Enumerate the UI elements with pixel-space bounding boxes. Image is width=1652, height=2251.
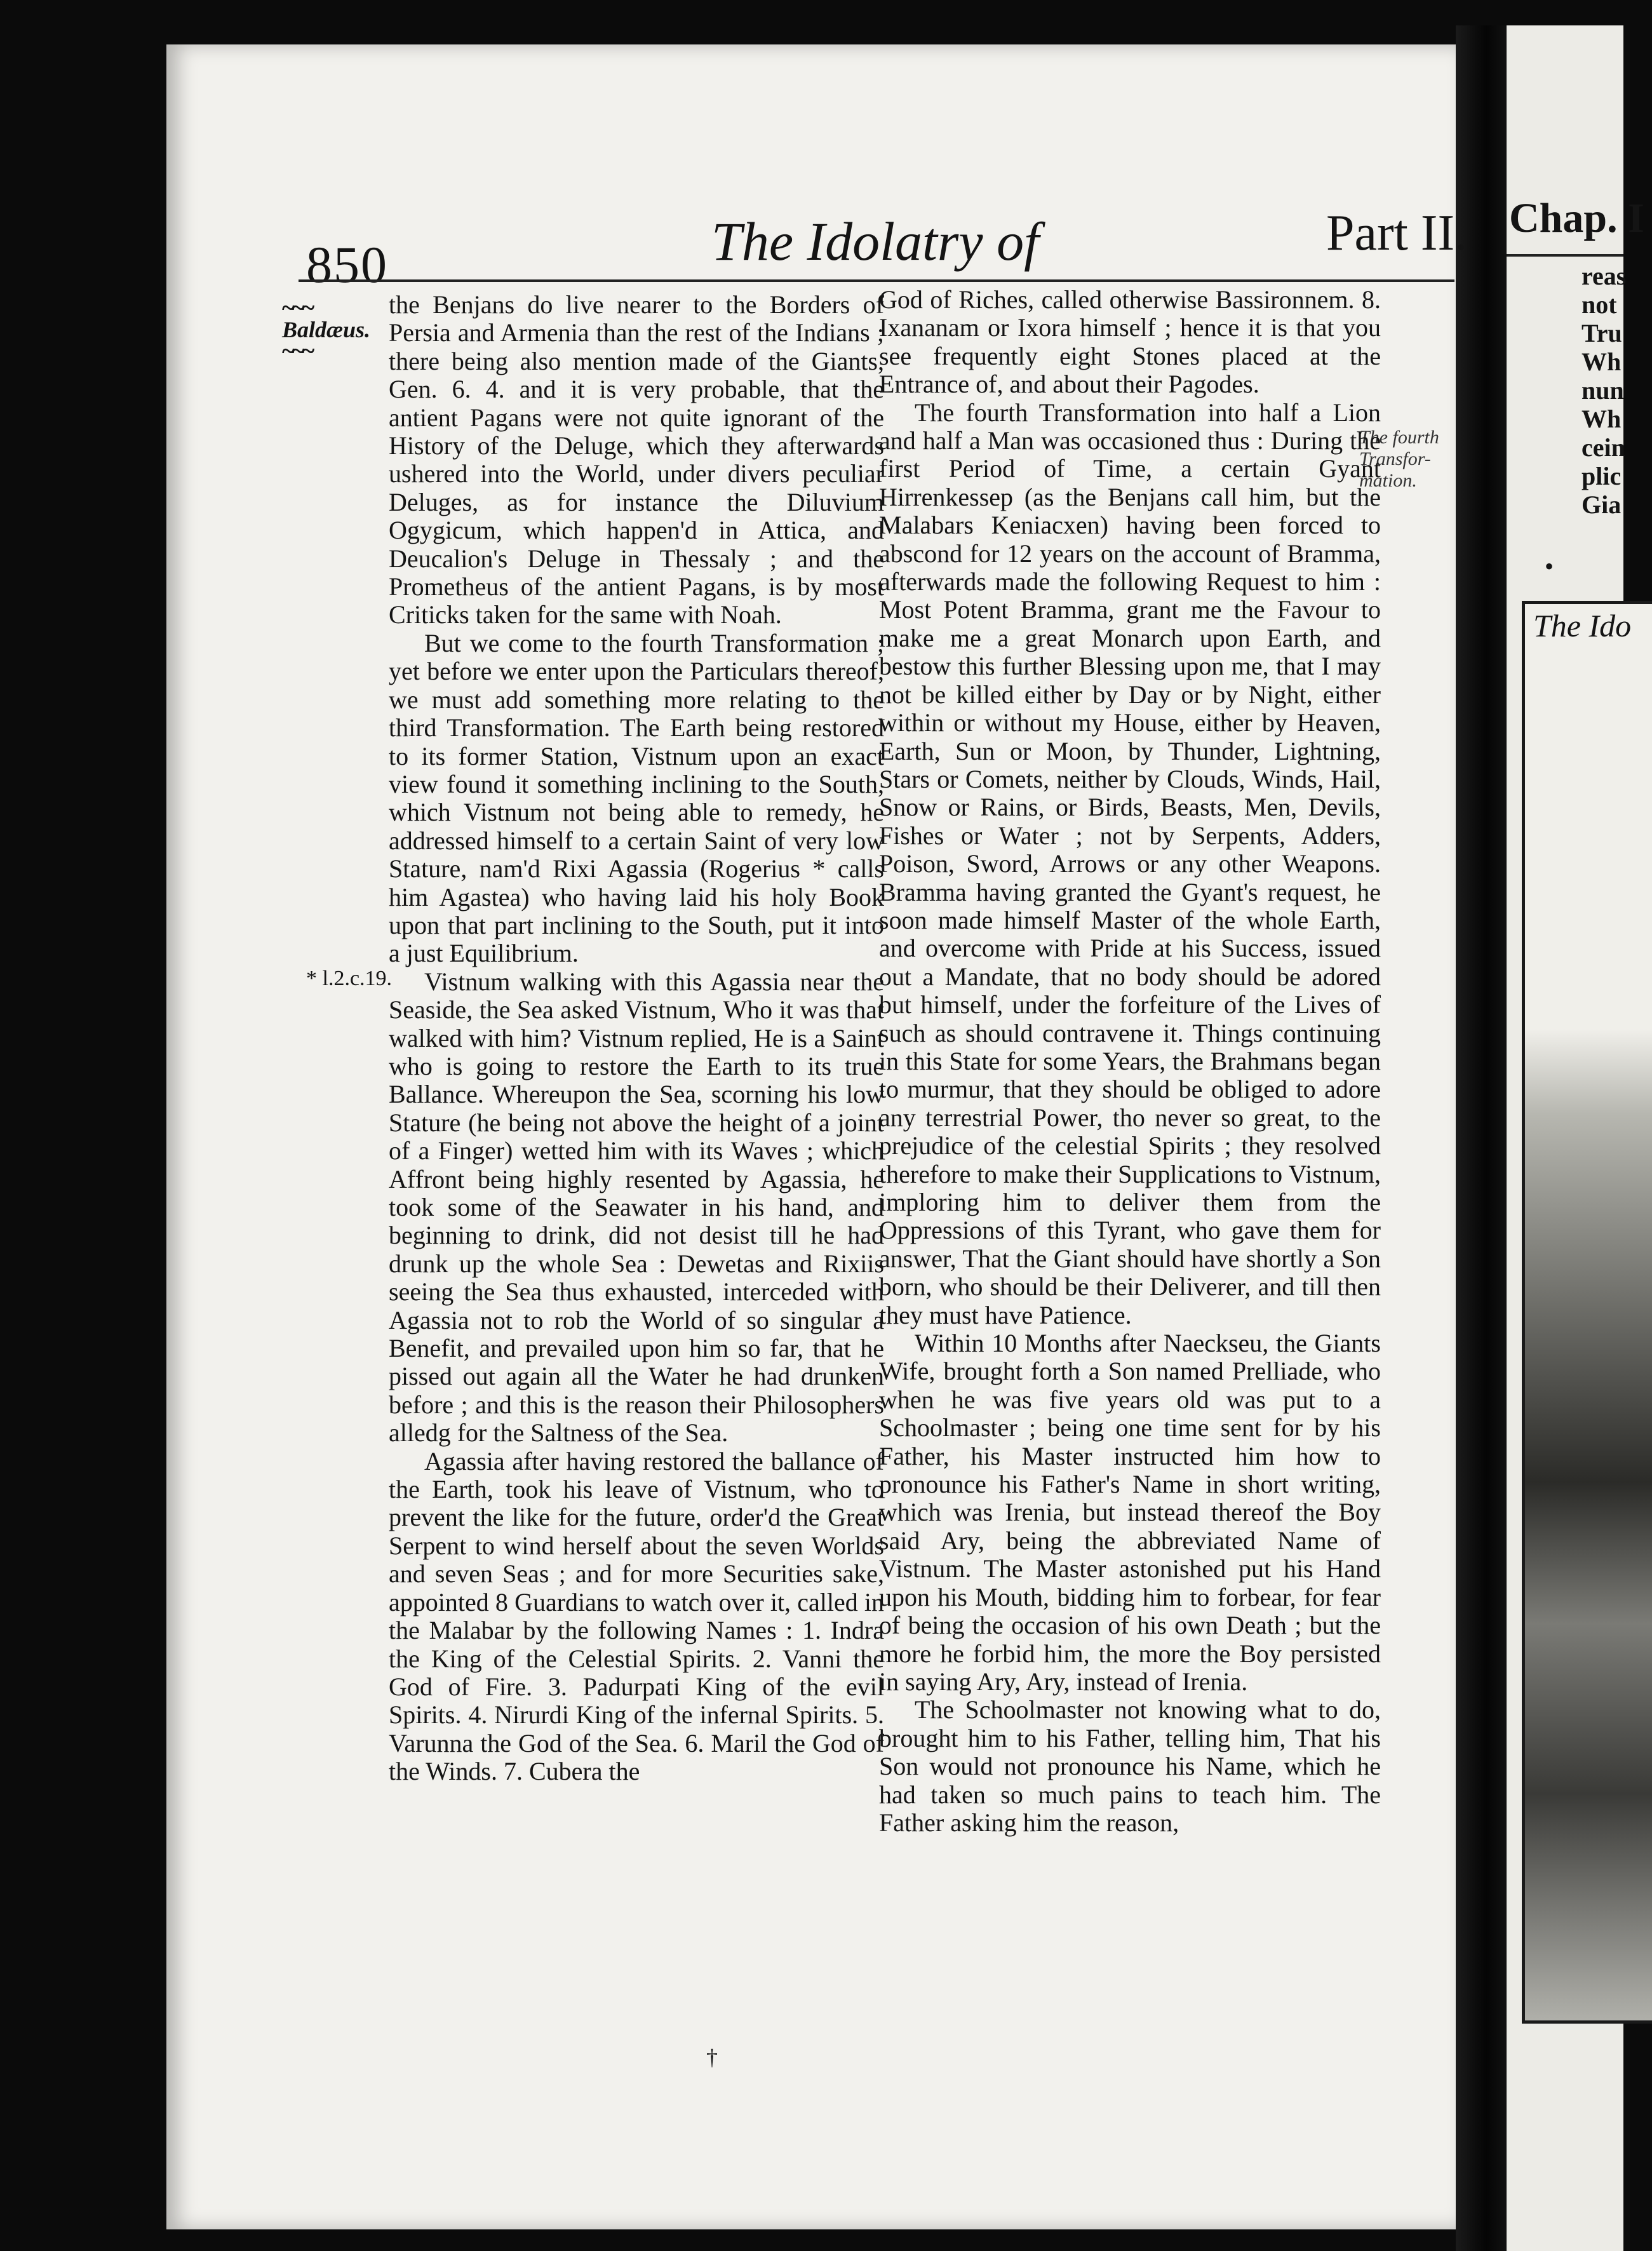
margin-reference: * l.2.c.19. xyxy=(306,967,393,990)
bullet-ornament: • xyxy=(1545,552,1554,581)
paragraph: Agassia after having restored the ballance of the Earth, took his leave of Vistnum, who to prevent the like for the future, order'd the Great Serpent to wind herself about the seven Worlds and seven Seas ; and for more Securities sake, appointed 8 Guardians to watch over it, called in the Malabar by the following Names : 1. Indra the King of the Celestial Spirits. 2. Vanni the God of Fire. 3. Padurpati King of the evil Spirits. 4. Nirurdi King of the infernal Spirits. 5. Varunna the God of the Sea. 6. Maril the God of the Winds. 7. Cubera the xyxy=(389,1446,884,1786)
book-gutter xyxy=(1456,25,1507,2251)
text-fragment: Wh xyxy=(1581,347,1622,376)
flourish-ornament: ~~~ xyxy=(282,295,312,321)
text-fragment: reas xyxy=(1581,262,1627,290)
text-fragment: cein xyxy=(1581,433,1625,462)
text-fragment: nun xyxy=(1581,376,1624,405)
margin-line: The fourth xyxy=(1359,427,1439,448)
right-column xyxy=(879,286,1381,1837)
paragraph: Within 10 Months after Naeckseu, the Giants Wife, brought forth a Son named Prelliade, who when he was five years old was put to a Schoolmaster ; being one time sent for by his Father, his Master instructed him how to pronounce his Father's Name in short writing, which was Irenia, but instead thereof the Boy said Ary, being the abbreviated Name of Vistnum. The Master astonished put his Hand upon his Mouth, bidding him to forbear, for fear of being the occasion of his own Death ; but the more he forbid him, the more the Boy persisted in saying Ary, Ary, instead of Irenia. xyxy=(879,1329,1381,1696)
margin-note-text: Baldæus. xyxy=(282,317,371,342)
facing-page-text-fragments xyxy=(1581,262,1626,519)
paragraph: God of Riches, called otherwise Bassironnem. 8. Ixananam or Ixora himself ; hence it is that you see frequently eight Stones placed at the Entrance of, and about their Pagodes. xyxy=(879,285,1381,399)
text-fragment: not xyxy=(1581,290,1617,319)
text-fragment: Wh xyxy=(1581,405,1622,433)
text-fragment: plic xyxy=(1581,462,1622,490)
part-label: Part II. xyxy=(1326,205,1468,261)
left-column xyxy=(389,291,884,1786)
plate-caption: The Ido xyxy=(1533,608,1632,643)
paragraph: But we come to the fourth Transformation ; yet before we enter upon the Particulars thereof, we must add something more relating to the third Transformation. The Earth being restored to its former Station, Vistnum upon an exact view found it something inclining to the South, which Vistnum not being able to remedy, he addressed himself to a certain Saint of very low Stature, nam'd Rixi Agassia (Rogerius * calls him Agastea) who having laid his holy Book upon that part inclining to the South, put it into a just Equilibrium. xyxy=(389,628,884,968)
margin-note-baldaeus xyxy=(282,295,371,365)
margin-line: mation. xyxy=(1359,470,1417,491)
paragraph: the Benjans do live nearer to the Borders of Persia and Armenia than the rest of the Indians ; there being also mention made of the Giants, Gen. 6. 4. and it is very probable, that the antient Pagans were not quite ignorant of the History of the Deluge, which they afterwards ushered into the World, under divers peculiar Deluges, as for instance the Diluvium Ogygicum, which happen'd in Attica, and Deucalion's Deluge in Thessaly ; and the Prometheus of the antient Pagans, is by most Criticks taken for the same with Noah. xyxy=(389,290,884,629)
facing-page-heading: Chap. I xyxy=(1509,195,1644,241)
paragraph: Vistnum walking with this Agassia near the Seaside, the Sea asked Vistnum, Who it was that walked with him? Vistnum replied, He is a Saint who is going to restore the Earth to its true Ballance. Whereupon the Sea, scorning his low Stature (he being not above the height of a joint of a Finger) wetted him with its Waves ; which Affront being highly resented by Agassia, he took some of the Seawater in his hand, and beginning to drink, did not desist till he had drunk up the whole Sea : Dewetas and Rixiis seeing the Sea thus exhausted, interceded with Agassia not to rob the World of so singular a Benefit, and prevailed upon him so far, that he pissed out again all the Water he had drunken before ; and this is the reason their Philosophers alledg for the Saltness of the Sea. xyxy=(389,967,884,1448)
header-rule xyxy=(299,279,1454,282)
flourish-ornament: ~~~ xyxy=(282,338,312,365)
page-number: 850 xyxy=(306,236,388,293)
text-fragment: Tru xyxy=(1581,319,1622,347)
paragraph: The Schoolmaster not knowing what to do, brought him to his Father, telling him, That his Son would not pronounce his Name, which he had taken so much pains to teach him. The Father asking him the reason, xyxy=(879,1695,1381,1837)
text-fragment: Gia xyxy=(1581,490,1622,519)
engraved-plate xyxy=(1522,601,1652,2024)
paragraph: The fourth Transformation into half a Lion and half a Man was occasioned thus : During the first Period of Time, a certain Gyant Hirrenkessep (as the Benjans call him, but the Malabars Keniacxen) having been forced to abscond for 12 years on the account of Bramma, afterwards made the following Request to him : Most Potent Bramma, grant me the Favour to make me a great Monarch upon Earth, and bestow this further Blessing upon me, that I may not be killed either by Day or by Night, either within or without my House, either by Heaven, Earth, Sun or Moon, by Thunder, Lightning, Stars or Comets, neither by Clouds, Winds, Hail, Snow or Rains, or Birds, Beasts, Men, Devils, Fishes or Water ; not by Serpents, Adders, Poison, Sword, Arrows or any other Weapons. Bramma having granted the Gyant's request, he soon made himself Master of the whole Earth, and overcome with Pride at his Success, issued out a Mandate, that no body should be adored but himself, under the forfeiture of the Lives of such as should contravene it. Things continuing in this State for some Years, the Brahmans began to murmur, that they should be obliged to adore any terrestrial Power, tho never so great, to the prejudice of the celestial Spirits ; they resolved therefore to make their Supplications to Vistnum, imploring him to deliver them from the Oppressions of this Tyrant, who gave them for answer, That the Giant should have shortly a Son born, who should be their Deliverer, and till then they must have Patience. xyxy=(879,398,1381,1329)
facing-page-rule xyxy=(1507,254,1623,257)
margin-line: Transfor- xyxy=(1359,448,1431,469)
signature-mark: † xyxy=(706,2045,718,2070)
running-title: The Idolatry of xyxy=(711,211,1039,272)
